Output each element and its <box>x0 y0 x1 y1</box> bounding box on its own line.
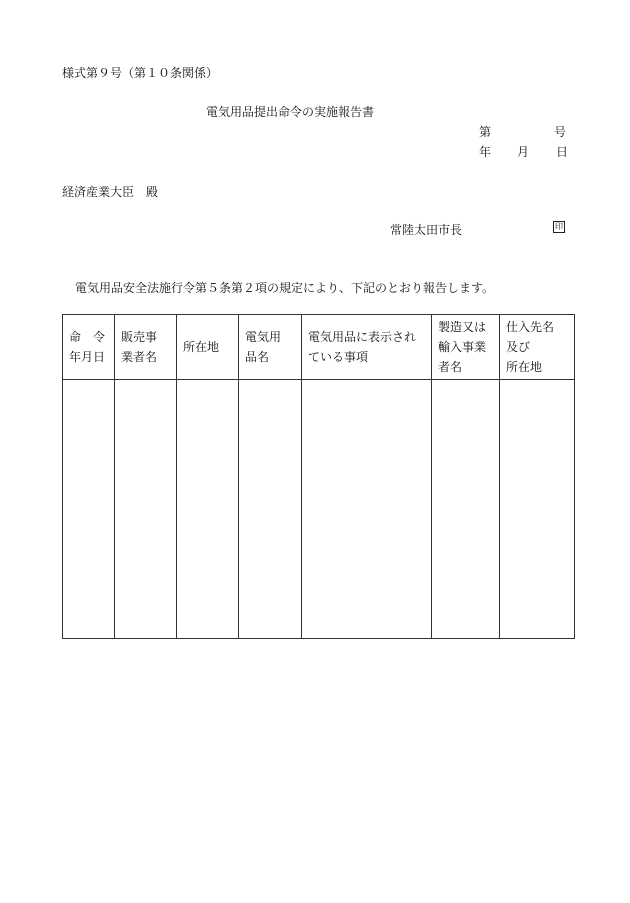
header-cell-order-date: 命 令 年月日 <box>63 315 115 380</box>
seal-icon: 印 <box>555 222 563 231</box>
table-header-row <box>63 315 575 380</box>
entry-cell-product-name[interactable] <box>239 380 302 639</box>
header-cell-seller-name: 販売事 業者名 <box>115 315 177 380</box>
intro-text: 電気用品安全法施行令第５条第２項の規定により、下記のとおり報告します。 <box>75 281 495 295</box>
form-label: 様式第９号（第１０条関係） <box>62 66 219 80</box>
header-cell-supplier: 仕入先名 及び 所在地 <box>500 315 575 380</box>
issuer-name: 常陸太田市長 <box>390 223 463 237</box>
header-cell-product-name: 電気用 品名 <box>239 315 302 380</box>
header-cell-manufacturer: 製造又は 輸入事業 者名 <box>432 315 500 380</box>
entry-cell-order-date[interactable] <box>63 380 115 639</box>
date-year-label: 年 <box>479 145 492 159</box>
entry-cell-seller-name[interactable] <box>115 380 177 639</box>
document-title: 電気用品提出命令の実施報告書 <box>206 105 375 119</box>
table-row <box>63 380 575 639</box>
report-table <box>62 314 575 639</box>
number-suffix: 号 <box>554 125 567 139</box>
entry-cell-labeling[interactable] <box>302 380 432 639</box>
header-cell-location: 所在地 <box>177 315 239 380</box>
header-cell-labeling: 電気用品に表示され ている事項 <box>302 315 432 380</box>
entry-cell-location[interactable] <box>177 380 239 639</box>
date-month-label: 月 <box>517 145 530 159</box>
entry-cell-supplier[interactable] <box>500 380 575 639</box>
addressee: 経済産業大臣 殿 <box>62 185 159 199</box>
date-day-label: 日 <box>556 145 569 159</box>
number-prefix: 第 <box>479 125 492 139</box>
entry-cell-manufacturer[interactable] <box>432 380 500 639</box>
